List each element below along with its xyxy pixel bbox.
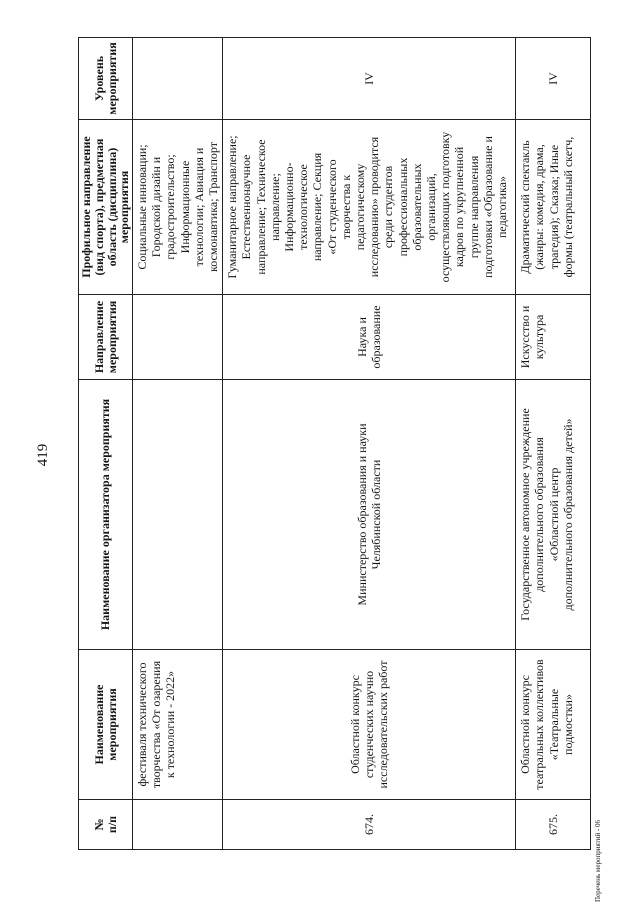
cell-event-name: Областной конкурс театральных коллективов «Театральные подмостки» [516, 650, 591, 800]
cell-level [133, 38, 223, 120]
page-footer: Перечень мероприятий - 06 [594, 819, 602, 902]
header-profile: Профильное направление (вид спорта), предметная область (дисциплина) мероприятия [79, 120, 133, 295]
page-number: 419 [35, 443, 51, 467]
table-row [133, 38, 223, 850]
table-row [516, 38, 591, 850]
cell-profile: Социальные инновации; Городской дизайн и градостроительство; Информационные технологии; Авиация и космонавтика; Транспорт [133, 120, 223, 295]
cell-level: IV [223, 38, 516, 120]
table-header-row [79, 38, 133, 850]
cell-direction: Наука и образование [223, 295, 516, 380]
cell-num: 675. [516, 800, 591, 850]
cell-profile: Драматический спектакль (жанры: комедия, драма, трагедия); Сказка; Иные формы (театральный скетч, [516, 120, 591, 295]
cell-organizer [133, 380, 223, 650]
cell-profile: Гуманитарное направление; Естественнонаучное направление; Техническое направление; Информационно- технологическое направление; Секция «От студенческого творчества к педагогическому исследованию» проводится среди студентов профессиональных образовательных организаций, осуществляющих подготовку кадров по укрупненной группе направления подготовки «Образование и педагогика» [223, 120, 516, 295]
header-num: № п/п [79, 800, 133, 850]
header-level: Уровень мероприятия [79, 38, 133, 120]
cell-organizer: Государственное автономное учреждение дополнительного образования «Областной центр дополнительного образования детей» [516, 380, 591, 650]
header-event-name: Наименование мероприятия [79, 650, 133, 800]
cell-direction [133, 295, 223, 380]
cell-event-name: фестиваля технического творчества «От озарения к технологии - 2022» [133, 650, 223, 800]
header-direction: Направление мероприятия [79, 295, 133, 380]
cell-num: 674. [223, 800, 516, 850]
table-row [223, 38, 516, 850]
cell-num [133, 800, 223, 850]
header-organizer: Наименование организатора мероприятия [79, 380, 133, 650]
cell-direction: Искусство и культура [516, 295, 591, 380]
cell-event-name: Областной конкурс студенческих научно исследовательских работ [223, 650, 516, 800]
cell-organizer: Министерство образования и науки Челябинской области [223, 380, 516, 650]
cell-level: IV [516, 38, 591, 120]
events-table [78, 37, 591, 850]
